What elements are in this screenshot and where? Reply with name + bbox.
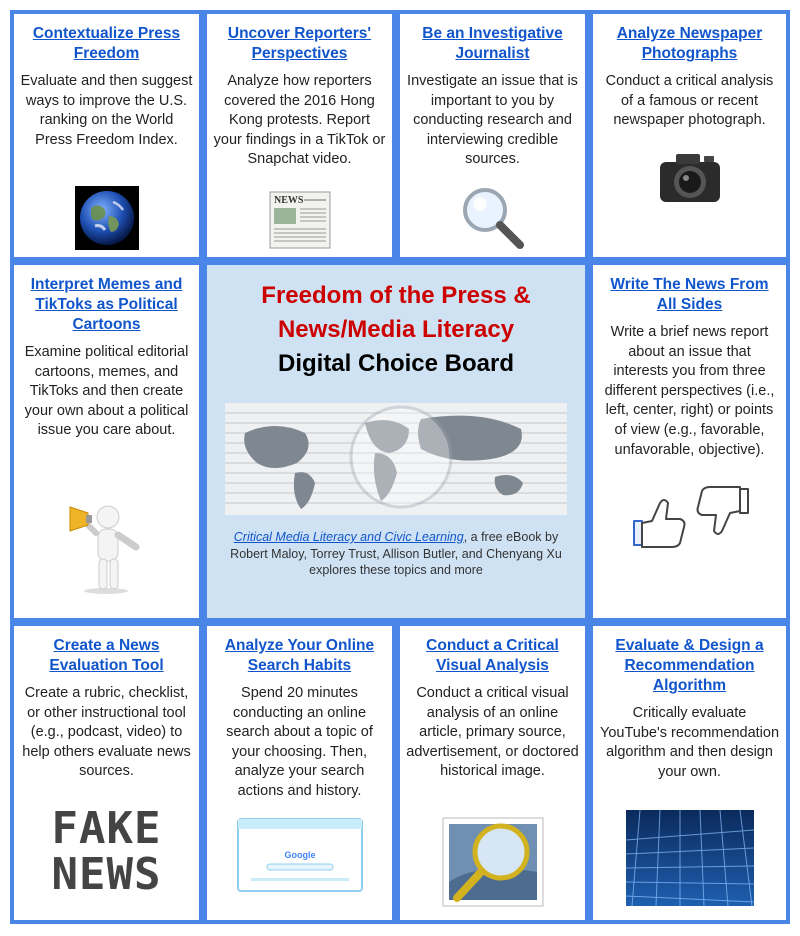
fake-word: FAKE <box>51 803 162 854</box>
newspaper-image <box>268 190 332 250</box>
cell-description: Write a brief news report about an issue that interests you from three different perspectives (i.e., left, center, right) or points of view (e.g., favorable, unfavorable, objective). <box>604 324 775 458</box>
earth-image <box>75 186 139 250</box>
cell-title-link[interactable]: Write The News From All Sides <box>610 276 769 313</box>
center-title-panel <box>207 265 585 618</box>
cell-title-link[interactable]: Evaluate & Design a Recommendation Algorithm <box>615 637 764 694</box>
cell-description: Conduct a critical visual analysis of an online article, primary source, advertisement, or doctored historical image. <box>406 685 579 780</box>
cell-description: Critically evaluate YouTube's recommendation algorithm and then design your own. <box>599 705 780 780</box>
world-map-magnifier-image <box>225 403 567 515</box>
cell-title-link[interactable]: Conduct a Critical Visual Analysis <box>426 637 559 674</box>
cell-analyze-online-search-habits <box>207 626 392 920</box>
ebook-description: , a free eBook by Robert Maloy, Torrey Trust, Allison Butler, and Chenyang Xu explores these topics and more <box>230 530 562 577</box>
cell-title-link[interactable]: Uncover Reporters' Perspectives <box>227 25 372 62</box>
ebook-link[interactable]: Critical Media Literacy and Civic Learning <box>233 530 464 544</box>
cell-interpret-memes <box>14 265 199 618</box>
camera-icon <box>654 142 726 214</box>
choice-board <box>10 10 790 924</box>
cell-description: Conduct a critical analysis of a famous or recent newspaper photograph. <box>605 73 774 129</box>
newspaper-masthead: NEWS <box>273 195 303 206</box>
board-title-line-1: Freedom of the Press & <box>261 282 531 309</box>
board-title-line-3: Digital Choice Board <box>277 350 515 377</box>
cell-title-link[interactable]: Contextualize Press Freedom <box>32 25 181 62</box>
magnifying-glass-icon <box>458 184 528 252</box>
fake-news-image <box>28 803 186 900</box>
cell-title-link[interactable]: Analyze Your Online Search Habits <box>224 637 375 674</box>
cell-title-link[interactable]: Analyze Newspaper Photographs <box>616 25 763 62</box>
megaphone-figure-image <box>62 493 152 595</box>
cell-write-news-all-sides <box>593 265 786 618</box>
cell-analyze-newspaper-photographs <box>593 14 786 257</box>
cell-description: Create a rubric, checklist, or other instructional tool (e.g., podcast, video) to help others evaluate news sources. <box>22 685 191 780</box>
cell-description: Spend 20 minutes conducting an online search about a topic of your choosing. Then, analyze your search actions and history. <box>226 685 373 799</box>
ebook-note <box>207 529 585 579</box>
cell-uncover-reporters-perspectives <box>207 14 392 257</box>
cell-description: Examine political editorial cartoons, memes, and TikToks and then create your own about a political issue you care about. <box>24 344 189 439</box>
cell-title-link[interactable]: Create a News Evaluation Tool <box>49 637 164 674</box>
thumbs-up-down-icon <box>620 483 760 553</box>
cell-be-an-investigative-journalist <box>400 14 585 257</box>
cell-description: Evaluate and then suggest ways to improve the U.S. ranking on the World Press Freedom Index. <box>20 73 193 148</box>
cell-conduct-critical-visual-analysis <box>400 626 585 920</box>
photo-magnifier-image <box>441 812 545 910</box>
cell-title-link[interactable]: Interpret Memes and TikToks as Political Cartoons <box>30 276 183 333</box>
cell-description: Investigate an issue that is important to you by conducting research and interviewing credible sources. <box>407 73 578 168</box>
board-title-line-2: News/Media Literacy <box>277 316 515 343</box>
cell-create-news-evaluation-tool <box>14 626 199 920</box>
cell-description: Analyze how reporters covered the 2016 Hong Kong protests. Report your findings in a TikTok or Snapchat video. <box>213 73 386 168</box>
cell-title-link[interactable]: Be an Investigative Journalist <box>422 25 563 62</box>
cell-evaluate-design-recommendation-algorithm <box>593 626 786 920</box>
cell-contextualize-press-freedom <box>14 14 199 257</box>
search-logo: Google <box>284 850 315 860</box>
data-grid-image <box>626 810 754 906</box>
news-word: NEWS <box>51 849 162 900</box>
search-page-image <box>237 818 363 892</box>
